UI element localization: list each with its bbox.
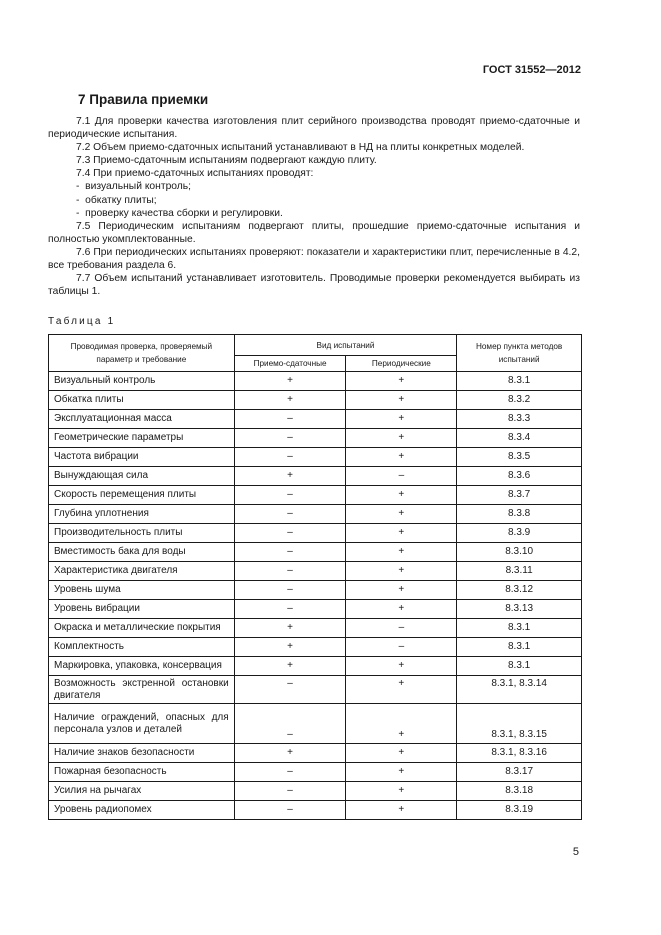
acceptance-cell: + <box>234 619 346 638</box>
table-row <box>49 638 582 657</box>
header-test-types: Вид испытаний <box>234 335 457 356</box>
acceptance-cell: – <box>234 676 346 704</box>
ref-cell: 8.3.8 <box>457 505 582 524</box>
periodic-cell: + <box>346 657 457 676</box>
param-cell: Эксплуатационная масса <box>49 410 235 429</box>
paragraph-7-2: 7.2 Объем приемо-сдаточных испытаний устанавливают в НД на плиты конкретных моделей. <box>76 142 525 154</box>
acceptance-cell: + <box>234 638 346 657</box>
table-row <box>49 801 582 820</box>
ref-cell: 8.3.1 <box>457 657 582 676</box>
param-cell: Частота вибрации <box>49 448 235 467</box>
acceptance-cell: + <box>234 744 346 763</box>
table-row <box>49 391 582 410</box>
ref-cell: 8.3.4 <box>457 429 582 448</box>
param-cell: Вместимость бака для воды <box>49 543 235 562</box>
acceptance-cell: – <box>234 505 346 524</box>
table-row <box>49 676 582 704</box>
param-cell: Визуальный контроль <box>49 372 235 391</box>
acceptance-cell: – <box>234 429 346 448</box>
periodic-cell: – <box>346 619 457 638</box>
paragraph-7-5: 7.5 Периодическим испытаниям подвергают плиты, прошедшие приемо-сдаточные испытания и полностью укомплектованные. <box>48 220 580 245</box>
ref-cell: 8.3.12 <box>457 581 582 600</box>
acceptance-cell: + <box>234 467 346 486</box>
table-row <box>49 619 582 638</box>
ref-cell: 8.3.7 <box>457 486 582 505</box>
table-row <box>49 486 582 505</box>
paragraph-7-7: 7.7 Объем испытаний устанавливает изготовитель. Проводимые проверки рекомендуется выбирать из таблицы 1. <box>48 273 580 298</box>
periodic-cell: + <box>346 782 457 801</box>
table-row <box>49 763 582 782</box>
document-code: ГОСТ 31552—2012 <box>482 64 581 76</box>
acceptance-cell: – <box>234 763 346 782</box>
ref-cell: 8.3.17 <box>457 763 582 782</box>
ref-cell: 8.3.11 <box>457 562 582 581</box>
table-row <box>49 372 582 391</box>
acceptance-cell: – <box>234 410 346 429</box>
ref-cell: 8.3.19 <box>457 801 582 820</box>
acceptance-cell: – <box>234 782 346 801</box>
periodic-cell: – <box>346 638 457 657</box>
acceptance-cell: – <box>234 562 346 581</box>
acceptance-cell: – <box>234 486 346 505</box>
header-method-ref: Номер пункта методов испытаний <box>457 335 582 372</box>
tests-table <box>48 334 582 820</box>
table-row <box>49 467 582 486</box>
param-cell: Наличие ограждений, опасных для персонала узлов и деталей <box>49 704 235 744</box>
table-row <box>49 657 582 676</box>
periodic-cell: + <box>346 543 457 562</box>
periodic-cell: + <box>346 410 457 429</box>
header-param: Проводимая проверка, проверяемый параметр и требование <box>49 335 235 372</box>
acceptance-cell: – <box>234 581 346 600</box>
periodic-cell: + <box>346 372 457 391</box>
ref-cell: 8.3.1 <box>457 638 582 657</box>
acceptance-cell: – <box>234 524 346 543</box>
param-cell: Усилия на рычагах <box>49 782 235 801</box>
periodic-cell: + <box>346 704 457 744</box>
param-cell: Обкатка плиты <box>49 391 235 410</box>
table-row <box>49 562 582 581</box>
periodic-cell: + <box>346 391 457 410</box>
page-number: 5 <box>572 846 579 858</box>
ref-cell: 8.3.5 <box>457 448 582 467</box>
table-row <box>49 782 582 801</box>
acceptance-cell: – <box>234 801 346 820</box>
paragraph-7-1: 7.1 Для проверки качества изготовления плит серийного производства проводят приемо-сдаточные и периодические испытания. <box>48 116 580 141</box>
param-cell: Пожарная безопасность <box>49 763 235 782</box>
ref-cell: 8.3.18 <box>457 782 582 801</box>
periodic-cell: + <box>346 763 457 782</box>
table-row <box>49 543 582 562</box>
section-body <box>48 115 580 298</box>
table-row <box>49 448 582 467</box>
table-row <box>49 505 582 524</box>
periodic-cell: + <box>346 600 457 619</box>
param-cell: Маркировка, упаковка, консервация <box>49 657 235 676</box>
table-row <box>49 429 582 448</box>
param-cell: Возможность экстренной остановки двигателя <box>49 676 235 704</box>
ref-cell: 8.3.3 <box>457 410 582 429</box>
ref-cell: 8.3.9 <box>457 524 582 543</box>
param-cell: Скорость перемещения плиты <box>49 486 235 505</box>
table-row <box>49 524 582 543</box>
acceptance-cell: – <box>234 448 346 467</box>
list-item: - визуальный контроль; <box>48 180 580 193</box>
table-row <box>49 581 582 600</box>
table-row <box>49 410 582 429</box>
acceptance-cell: + <box>234 372 346 391</box>
acceptance-cell: + <box>234 657 346 676</box>
table-row <box>49 744 582 763</box>
ref-cell: 8.3.2 <box>457 391 582 410</box>
header-acceptance: Приемо-сдаточные <box>234 356 346 372</box>
paragraph-7-3: 7.3 Приемо-сдаточным испытаниям подвергают каждую плиту. <box>76 155 377 167</box>
periodic-cell: + <box>346 524 457 543</box>
acceptance-cell: – <box>234 600 346 619</box>
param-cell: Геометрические параметры <box>49 429 235 448</box>
ref-cell: 8.3.1, 8.3.14 <box>457 676 582 704</box>
ref-cell: 8.3.1, 8.3.16 <box>457 744 582 763</box>
table-row <box>49 704 582 744</box>
periodic-cell: + <box>346 801 457 820</box>
list-item: - проверку качества сборки и регулировки. <box>48 207 580 220</box>
param-cell: Вынуждающая сила <box>49 467 235 486</box>
periodic-cell: + <box>346 676 457 704</box>
param-cell: Уровень радиопомех <box>49 801 235 820</box>
periodic-cell: + <box>346 581 457 600</box>
ref-cell: 8.3.6 <box>457 467 582 486</box>
param-cell: Уровень шума <box>49 581 235 600</box>
header-periodic: Периодические <box>346 356 457 372</box>
periodic-cell: + <box>346 429 457 448</box>
periodic-cell: + <box>346 486 457 505</box>
param-cell: Глубина уплотнения <box>49 505 235 524</box>
acceptance-cell: – <box>234 704 346 744</box>
paragraph-7-4: 7.4 При приемо-сдаточных испытаниях проводят: <box>76 168 314 180</box>
periodic-cell: + <box>346 448 457 467</box>
acceptance-cell: + <box>234 391 346 410</box>
ref-cell: 8.3.13 <box>457 600 582 619</box>
ref-cell: 8.3.1 <box>457 372 582 391</box>
table-row <box>49 600 582 619</box>
acceptance-cell: – <box>234 543 346 562</box>
ref-cell: 8.3.10 <box>457 543 582 562</box>
param-cell: Наличие знаков безопасности <box>49 744 235 763</box>
param-cell: Окраска и металлические покрытия <box>49 619 235 638</box>
periodic-cell: + <box>346 505 457 524</box>
table-caption: Таблица 1 <box>48 316 116 327</box>
section-title: 7 Правила приемки <box>78 92 209 107</box>
paragraph-7-6: 7.6 При периодических испытаниях проверяют: показатели и характеристики плит, перечисленные в 4.2, все требования раздела 6. <box>48 246 580 272</box>
param-cell: Характеристика двигателя <box>49 562 235 581</box>
periodic-cell: + <box>346 744 457 763</box>
list-item: - обкатку плиты; <box>48 194 580 207</box>
param-cell: Производительность плиты <box>49 524 235 543</box>
ref-cell: 8.3.1, 8.3.15 <box>457 704 582 744</box>
periodic-cell: – <box>346 467 457 486</box>
param-cell: Комплектность <box>49 638 235 657</box>
param-cell: Уровень вибрации <box>49 600 235 619</box>
periodic-cell: + <box>346 562 457 581</box>
ref-cell: 8.3.1 <box>457 619 582 638</box>
